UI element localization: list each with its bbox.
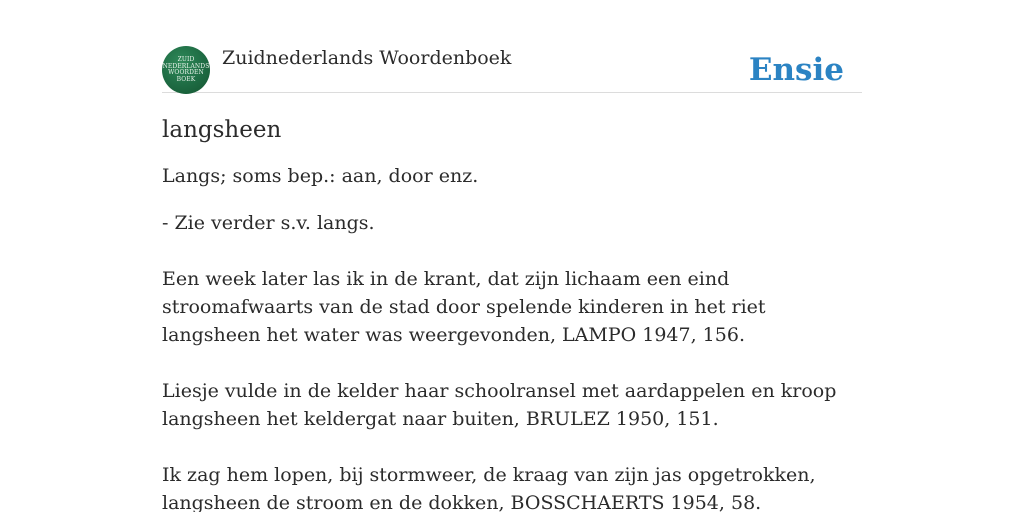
entry-content bbox=[162, 112, 862, 512]
dictionary-name-link[interactable]: Zuidnederlands Woordenboek bbox=[222, 47, 512, 69]
logo-text-line: WOORDEN bbox=[168, 69, 204, 76]
example-quote: Een week later las ik in de krant, dat zijn lichaam een eind stroomafwaarts van de stad door spelende kinderen in het riet langsheen het water was weergevonden, LAMPO 1947, 156. bbox=[162, 268, 766, 346]
entry-headword: langsheen bbox=[162, 117, 282, 143]
logo-text-line: BOEK bbox=[176, 75, 196, 83]
site-header bbox=[162, 46, 862, 93]
dictionary-logo[interactable] bbox=[162, 46, 210, 94]
see-also-reference: - Zie verder s.v. langs. bbox=[162, 212, 375, 234]
example-quote: Ik zag hem lopen, bij stormweer, de kraag van zijn jas opgetrokken, langsheen de stroom en de dokken, BOSSCHAERTS 1954, 58. bbox=[162, 464, 816, 512]
entry-definition: Langs; soms bep.: aan, door enz. bbox=[162, 165, 479, 187]
logo-text-line: ZUID bbox=[177, 56, 195, 63]
ensie-brand-logo[interactable]: Ensie bbox=[748, 52, 844, 88]
logo-text-line: NEDERLANDS bbox=[162, 62, 210, 70]
example-quote: Liesje vulde in de kelder haar schoolransel met aardappelen en kroop langsheen het keldergat naar buiten, BRULEZ 1950, 151. bbox=[162, 380, 837, 430]
